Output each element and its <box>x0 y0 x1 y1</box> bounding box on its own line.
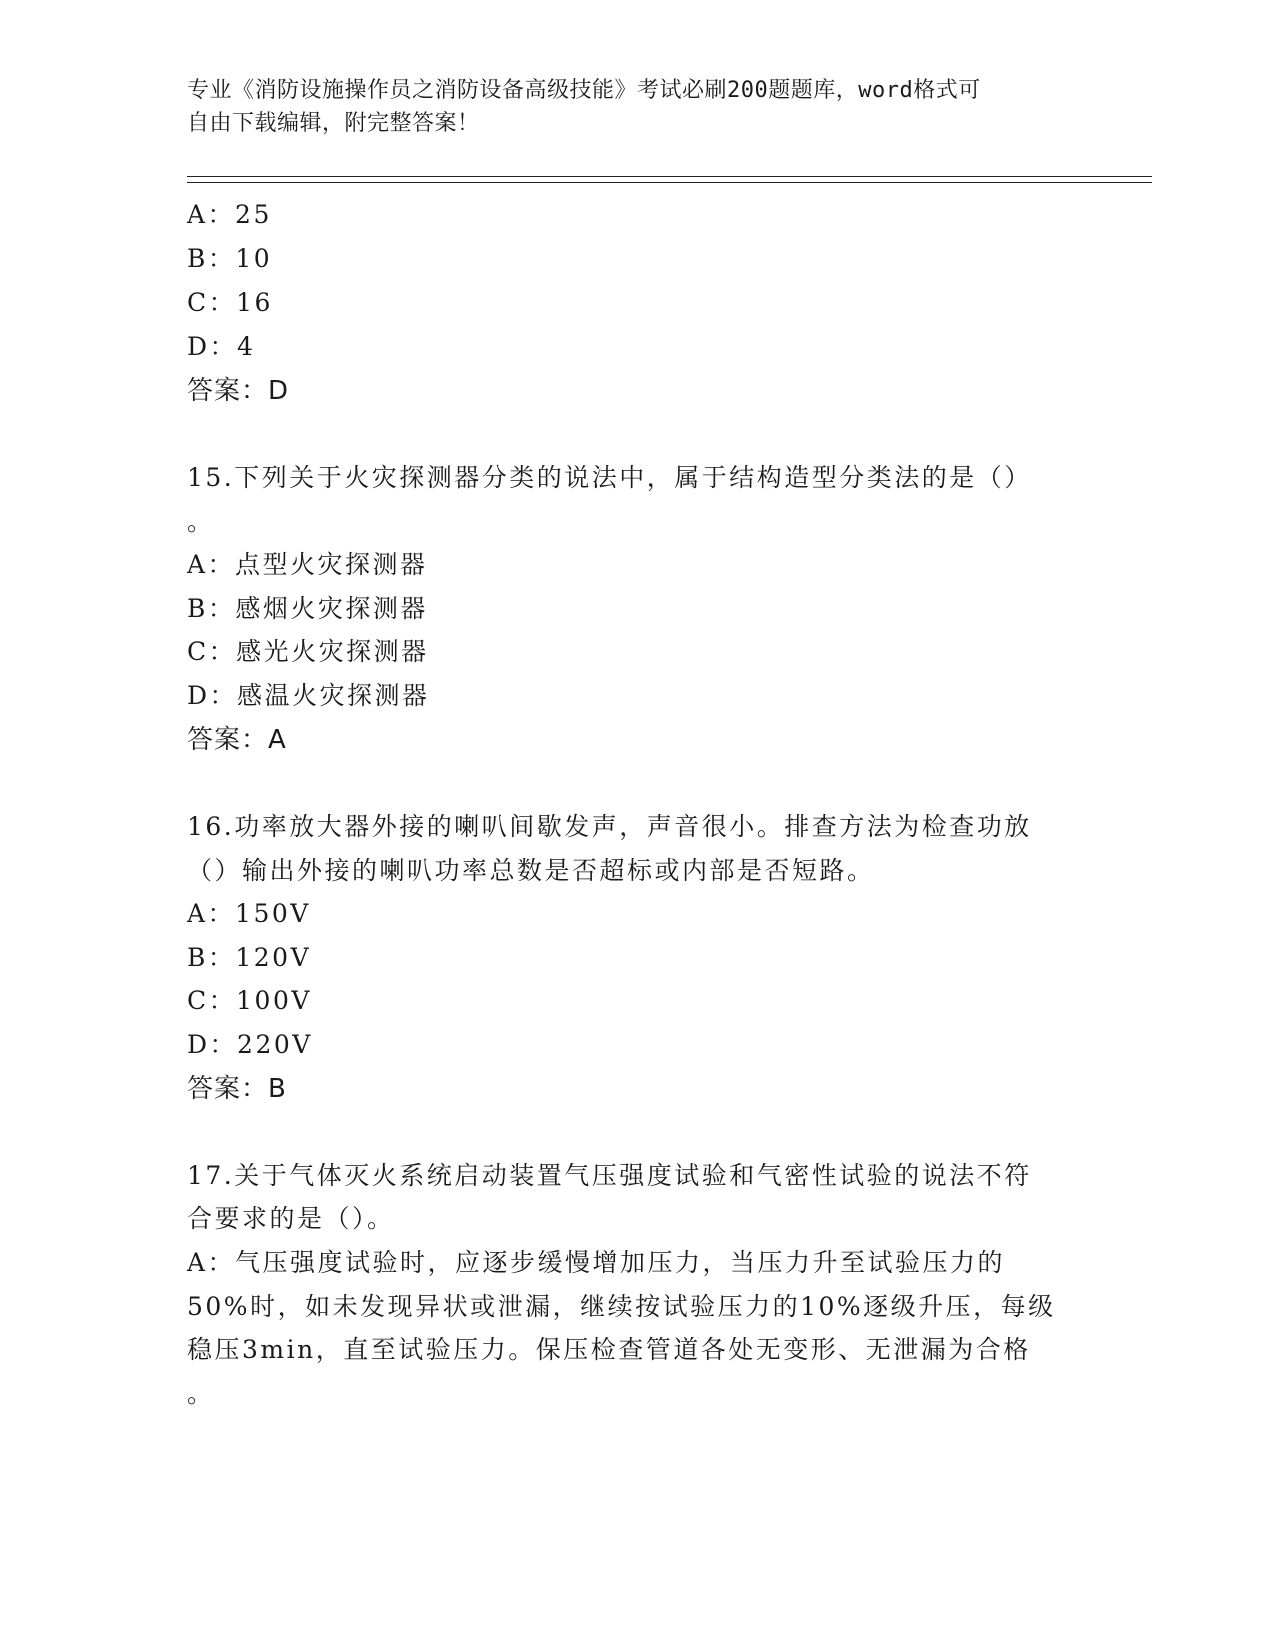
q14-answer: 答案：D <box>187 376 290 406</box>
q14-option-c: C：16 <box>187 288 273 317</box>
q16-answer: 答案：B <box>187 1074 287 1104</box>
q15-option-c: C：感光火灾探测器 <box>187 637 429 666</box>
q16-question-line-2: （）输出外接的喇叭功率总数是否超标或内部是否短路。 <box>187 856 875 885</box>
q17-option-a-line-1: A：气压强度试验时，应逐步缓慢增加压力，当压力升至试验压力的 <box>187 1248 1006 1277</box>
q16-option-d: D：220V <box>187 1030 313 1059</box>
header-divider-bottom <box>187 182 1152 183</box>
q15-option-b: B：感烟火灾探测器 <box>187 594 428 623</box>
q15-answer: 答案：A <box>187 725 287 755</box>
q14-option-d: D：4 <box>187 332 256 361</box>
q16-option-a: A：150V <box>187 899 311 928</box>
q17-question-line-1: 17.关于气体灭火系统启动装置气压强度试验和气密性试验的说法不符 <box>187 1161 1032 1190</box>
q17-question-line-2: 合要求的是（）。 <box>187 1204 395 1233</box>
document-header <box>187 74 1087 140</box>
q14-option-a: A：25 <box>187 200 272 229</box>
header-line-2: 自由下载编辑，附完整答案！ <box>187 111 480 136</box>
q17-option-a-line-2: 50%时，如未发现异状或泄漏，继续按试验压力的10%逐级升压，每级 <box>187 1292 1056 1321</box>
q14-option-b: B：10 <box>187 244 273 273</box>
q15-question-line-2: 。 <box>187 507 215 536</box>
q16-option-c: C：100V <box>187 986 312 1015</box>
q15-option-a: A：点型火灾探测器 <box>187 550 428 579</box>
q15-option-d: D：感温火灾探测器 <box>187 681 430 710</box>
q16-question-line-1: 16.功率放大器外接的喇叭间歇发声，声音很小。排查方法为检查功放 <box>187 812 1032 841</box>
header-divider-top <box>187 176 1152 177</box>
q17-option-a-line-4: 。 <box>187 1379 215 1408</box>
q15-question-line-1: 15.下列关于火灾探测器分类的说法中，属于结构造型分类法的是（） <box>187 463 1032 492</box>
q16-option-b: B：120V <box>187 943 312 972</box>
header-line-1: 专业《消防设施操作员之消防设备高级技能》考试必刷200题题库，word格式可 <box>187 78 981 103</box>
q17-option-a-line-3: 稳压3min，直至试验压力。保压检查管道各处无变形、无泄漏为合格 <box>187 1335 1031 1364</box>
